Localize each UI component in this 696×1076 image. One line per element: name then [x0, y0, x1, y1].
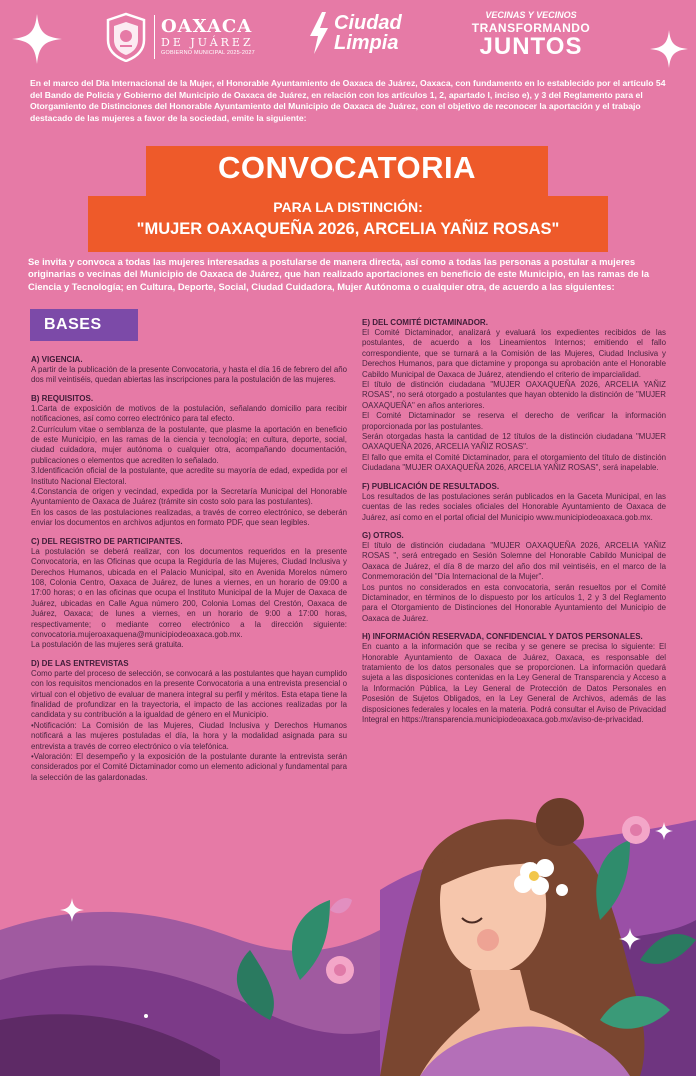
ciudad-limpia-logo: [308, 12, 402, 54]
bases-heading: BASES: [30, 309, 138, 341]
comite-text-5: El fallo que emita el Comité Dictaminador, para el otorgamiento del título de distinción Ciudadana "MUJER OAXAQUEÑA 2026, ARCELIA YAÑIZ ROSAS", será inapelable.: [362, 452, 666, 473]
logo-divider: [154, 15, 155, 59]
publicacion-text: Los resultados de las postulaciones serán publicados en la Gaceta Municipal, en las cuentas de las redes sociales oficiales del Honorable Ayuntamiento de Oaxaca de Juárez, así como en el portal oficial del Municipio www.municipiodeoaxaca.gob.mx.: [362, 491, 666, 522]
entrevistas-text: Como parte del proceso de selección, se convocará a las postulantes que hayan cumplido con los requisitos mencionados en la presente Convocatoria a una entrevista presencial o virtual con el objetivo de evaluar de manera integral su perfil y méritos. Esta etapa tiene la finalidad de profundizar en la trayectoria, el impacto de las acciones realizadas por la candidata y su contribución a la igualdad de género en el Municipio.: [31, 668, 347, 720]
requisito-3: 3.Identificación oficial de la postulante, que acredite su mayoría de edad, expedida por el Instituto Nacional Electoral.: [31, 466, 347, 486]
left-column: [31, 354, 347, 783]
section-heading-requisitos: B) REQUISITOS.: [31, 393, 94, 403]
intro-paragraph: En el marco del Día Internacional de la Mujer, el Honorable Ayuntamiento de Oaxaca de Juárez, Oaxaca, con fundamento en lo establecido por el artículo 54 del Bando de Policía y Gobierno del Municipio de Oaxaca de Juárez, en relación con los artículos 1, 2, apartado I, inciso e), y 3 del Reglamento para el Otorgamiento de Distinciones del Honorable Ayuntamiento del Municipio de Oaxaca de Juárez, con el objetivo de reconocer la aportación y el trabajo destacado de las mujeres a favor de la sociedad, emite la siguiente:: [30, 78, 666, 123]
header: [0, 0, 696, 72]
comite-text-1: El Comité Dictaminador, analizará y evaluará los expedientes recibidos de las postulantes, de acuerdo a los Lineamientos Internos; emitiendo el fallo correspondiente, que se turnará a la Comisión de las Mujeres, Ciudad Inclusiva y Derechos Humanos, para que dictamine y proponga su aprobación ante el Honorable Cabildo Municipal de Oaxaca de Juárez, atendiendo el criterio de imparcialidad.: [362, 328, 666, 379]
convocatoria-title: CONVOCATORIA: [217, 150, 477, 185]
requisito-1: 1.Carta de exposición de motivos de la postulación, señalando domicilio para recibir notificaciones, así como correo electrónico para tal efecto.: [31, 403, 347, 424]
oaxaca-logo: [104, 10, 272, 64]
right-column: [362, 317, 666, 725]
comite-text-3: El Comité Dictaminador se reserva el derecho de verificar la información proporcionada por las postulantes.: [362, 411, 666, 431]
requisito-2: 2.Currículum vitae o semblanza de la postulante, que plasme la aportación en beneficio de este Municipio, en las ramas de la ciencia y tecnología; en cultura, deporte, social, ciudad cuidadora, mujer autónoma o cualquier otra, acompañando documentación, publicaciones o elementos que acrediten lo señalado.: [31, 424, 347, 465]
entrevistas-notificacion: •Notificación: La Comisión de las Mujeres, Ciudad Inclusiva y Derechos Humanos notificará a las mujeres postuladas el día, la hora y la modalidad asignada para su entrevista a través de correo electrónico o vía telefónica.: [31, 720, 347, 751]
section-heading-datos: H) INFORMACIÓN RESERVADA, CONFIDENCIAL Y DATOS PERSONALES.: [362, 632, 643, 642]
entrevistas-valoracion: •Valoración: El desempeño y la exposición de la postulante durante la entrevista serán considerados por el Comité Dictaminador como un elemento adicional y fundamental para la selección de las galardonadas.: [31, 752, 347, 782]
logo-gov-text: GOBIERNO MUNICIPAL 2025-2027: [161, 49, 255, 56]
registro-free-note: La postulación de las mujeres será gratuita.: [31, 640, 184, 650]
title-banner-main: [146, 146, 548, 196]
ciudad-text: Ciudad: [334, 12, 402, 34]
sparkle-star-icon: [12, 14, 62, 64]
otros-text-2: Los puntos no considerados en esta convocatoria, serán resueltos por el Comité Dictaminador, en términos de lo dispuesto por los artículos 1, 2 y 3 del Reglamento para el Otorgamiento de Distinciones del Honorable Ayuntamiento del Municipio de Oaxaca de Juárez.: [362, 582, 666, 623]
logo-text: [161, 15, 255, 57]
section-heading-publicacion: F) PUBLICACIÓN DE RESULTADOS.: [362, 481, 500, 491]
datos-text: En cuanto a la información que se reciba y se genere se precisa lo siguiente: El Honorable Ayuntamiento de Oaxaca de Juárez, Oaxaca, es responsable del tratamiento de los datos personales que se proporcionen. La información quedará sujeta a las disposiciones contenidas en la Ley General de Transparencia y Acceso a la Información Pública, la Ley General de Protección de Datos Personales en Posesión de Sujetos Obligados, en la Ley General de Archivos, además de las disposiciones federales y locales en la materia. Podrá consultar el Aviso de Privacidad Integral en https://transparencia.municipiodeoaxaca.gob.mx/aviso-de-privacidad.: [362, 642, 666, 724]
section-heading-entrevistas: D) DE LAS ENTREVISTAS: [31, 658, 129, 668]
juntos-line3: JUNTOS: [479, 33, 583, 60]
registro-text: La postulación se deberá realizar, con los documentos requeridos en la presente Convocatoria, en las Oficinas que ocupa la Regiduría de las Mujeres, Ciudad Inclusiva y Derechos Humanos, ubicada en el Palacio Municipal, sito en Avenida Morelos número 108, Colonia Centro, Oaxaca de Juárez, de lunes a viernes, en un horario de 09:00 a 17:00 horas; o en las oficinas que ocupa el Instituto Municipal de la Mujer de Oaxaca de Juárez, ubicadas en Calle Agua número 200, Colonia Lomas del Crestón, Oaxaca de Juárez, Oaxaca; de lunes a viernes, en un horario de 9:00 a 17:00 horas, respectivamente; o mediante correo electrónico a la dirección siguiente: convocatoria.mujeroaxaquena@municipiodeoaxaca.gob.mx.: [31, 546, 347, 639]
title-banner-sub: [88, 196, 608, 252]
distinction-name: "MUJER OAXAQUEÑA 2026, ARCELIA YAÑIZ ROSAS": [136, 220, 560, 238]
logo-main-text: OAXACA: [161, 15, 253, 37]
section-heading-registro: C) DEL REGISTRO DE PARTICIPANTES.: [31, 536, 183, 546]
municipal-crest-icon: [104, 12, 148, 62]
invitation-paragraph: Se invita y convoca a todas las mujeres interesadas a postularse de manera directa, así como a todas las personas a postular a mujeres originarias o vecinas del Municipio de Oaxaca de Juárez, que han realizado aportaciones en beneficio de este Municipio, en las ramas de la Ciencia y Tecnología; en Cultura, Deporte, Social, Ciudad Cuidadora, Mujer Autónoma o cualquier otra, de acuerdo a las siguientes:: [28, 256, 650, 292]
comite-text-4: Serán otorgadas hasta la cantidad de 12 títulos de la distinción ciudadana "MUJER OAXAQUEÑA 2026, ARCELIA YAÑIZ ROSAS".: [362, 432, 666, 452]
section-heading-comite: E) DEL COMITÉ DICTAMINADOR.: [362, 318, 488, 327]
juntos-line2: TRANSFORMANDO: [471, 21, 591, 35]
comite-text-2: El título de distinción ciudadana "MUJER OAXAQUEÑA 2026, ARCELIA YAÑIZ ROSAS", no será otorgado a postulantes que hayan obtenido la distinción de "MUJER OAXAQUEÑA" en años anteriores.: [362, 380, 666, 410]
requisito-note: En los casos de las postulaciones realizadas, a través de correo electrónico, se deberán enviar los documentos en archivos adjuntos en formato PDF, que sean legibles.: [31, 507, 347, 528]
lightning-bolt-icon: [308, 12, 330, 54]
section-heading-otros: G) OTROS.: [362, 530, 404, 540]
limpia-text: Limpia: [334, 32, 399, 54]
section-heading-vigencia: A) VIGENCIA.: [31, 355, 83, 364]
vigencia-text: A partir de la publicación de la presente Convocatoria, y hasta el día 16 de febrero del año dos mil veintiséis, quedan abiertas las inscripciones para la postulación de las mujeres.: [31, 365, 347, 385]
logo-sub-text: DE JUÁREZ: [161, 35, 254, 49]
sparkle-star-icon: [650, 30, 688, 68]
distinction-label: PARA LA DISTINCIÓN:: [273, 199, 423, 215]
juntos-line1: VECINAS Y VECINOS: [485, 10, 577, 20]
requisito-4: 4.Constancia de origen y vecindad, expedida por la Secretaría Municipal del Honorable Ayuntamiento de Oaxaca de Juárez (trámite sin costo solo para las postulantes).: [31, 487, 347, 507]
woman-flowers-illustration: [0, 760, 696, 1076]
otros-text-1: El título de distinción ciudadana "MUJER OAXAQUEÑA 2026, ARCELIA YAÑIZ ROSAS ", será entregado en Sesión Solemne del Honorable Cabildo Municipal de Oaxaca de Juárez, el día 8 de marzo del año dos mil veintiséis, en el marco de la Conmemoración del "Día Internacional de la Mujer".: [362, 540, 666, 582]
juntos-logo: [468, 10, 594, 59]
